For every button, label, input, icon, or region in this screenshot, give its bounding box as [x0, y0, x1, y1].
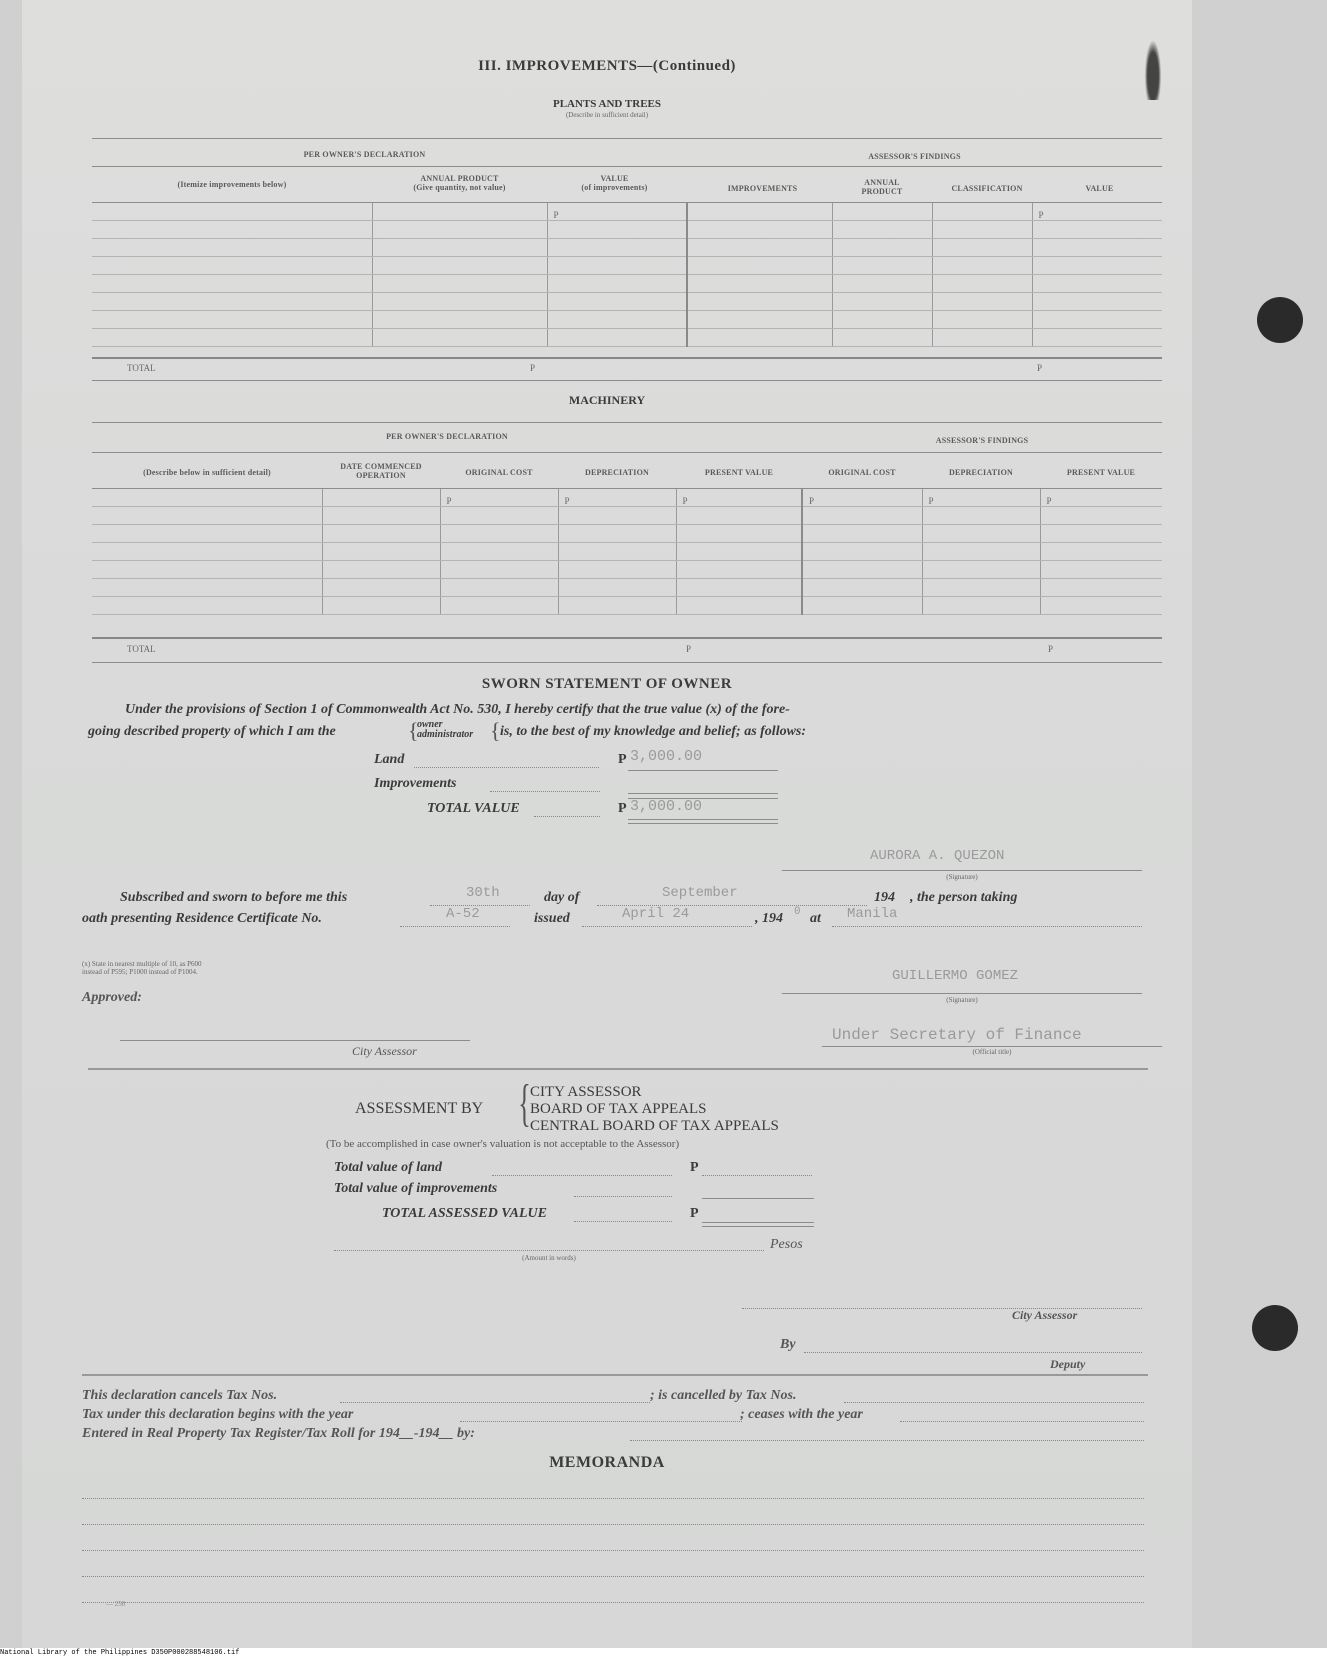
land-value-line — [628, 770, 778, 771]
plants-peso-1: P — [547, 203, 687, 221]
brace-open: { — [408, 718, 419, 743]
owner-signature: AURORA A. QUEZON — [870, 848, 1005, 864]
oath-place: Manila — [847, 906, 898, 922]
machinery-col-present-value: PRESENT VALUE — [704, 468, 774, 477]
machinery-assessor-findings: ASSESSOR'S FINDINGS — [935, 436, 1029, 445]
machinery-col-present-value-assessor: PRESENT VALUE — [1066, 468, 1136, 477]
pesos-label: Pesos — [770, 1237, 803, 1252]
document-page — [22, 0, 1192, 1648]
assessment-divider — [88, 1068, 1148, 1070]
issued-year: , 194 — [755, 911, 783, 926]
bottom-divider — [82, 1374, 1148, 1376]
machinery-col-depreciation-assessor: DEPRECIATION — [948, 468, 1014, 477]
total-value-line — [628, 819, 778, 820]
tax-ceases-label: ; ceases with the year — [740, 1407, 863, 1422]
administrator-option: administrator — [417, 729, 474, 740]
total-value: 3,000.00 — [630, 798, 703, 815]
machinery-peso-orig: P — [440, 489, 558, 507]
machinery-bottom-rule — [92, 662, 1162, 663]
plants-assessor-findings: ASSESSOR'S FINDINGS — [868, 152, 961, 161]
memo-line-5 — [82, 1602, 1144, 1603]
improvements-leader — [490, 791, 600, 792]
machinery-total-rule — [92, 637, 1162, 639]
owner-option: owner — [417, 719, 443, 730]
machinery-col-original-cost: ORIGINAL COST — [465, 468, 533, 477]
memoranda-title: MEMORANDA — [549, 1454, 665, 1471]
total-peso: P — [618, 801, 627, 816]
plants-owner-declaration: PER OWNER'S DECLARATION — [303, 150, 426, 159]
city-assessor-line — [120, 1040, 470, 1041]
plants-total-peso: P — [530, 363, 536, 373]
plants-header-rule — [92, 166, 1162, 167]
machinery-col-date: DATE COMMENCED OPERATION — [340, 462, 422, 480]
plants-top-rule — [92, 138, 1162, 139]
land-label: Land — [374, 752, 405, 767]
option-city-assessor: CITY ASSESSOR — [530, 1084, 642, 1100]
section-title: III. IMPROVEMENTS—(Continued) — [478, 58, 736, 74]
machinery-total-peso: P — [686, 644, 692, 654]
plants-total-label: TOTAL — [127, 363, 156, 373]
day-value: 30th — [466, 885, 500, 901]
plants-table — [92, 203, 1162, 347]
machinery-col-original-cost-assessor: ORIGINAL COST — [828, 468, 896, 477]
issued-label: issued — [534, 911, 570, 926]
assessment-by-label: ASSESSMENT BY — [355, 1100, 484, 1117]
tax-register-label: Entered in Real Property Tax Register/Tax Roll for 194__-194__ by: — [82, 1426, 475, 1441]
archive-footer: National Library of the Philippines D350P000288548106.tif — [0, 1648, 1327, 1658]
machinery-peso-orig2: P — [802, 489, 922, 507]
cancelled-by-label: ; is cancelled by Tax Nos. — [650, 1388, 797, 1403]
machinery-total-peso-assessor: P — [1048, 644, 1054, 654]
plants-title: PLANTS AND TREES — [553, 98, 661, 110]
assessed-improvements-label: Total value of improvements — [334, 1181, 498, 1196]
plants-total-peso-assessor: P — [1037, 363, 1043, 373]
plants-col-annual-product: ANNUAL PRODUCT — [861, 178, 903, 196]
plants-col-describe: (Itemize improvements below) — [177, 180, 287, 189]
improvements-line — [628, 793, 778, 794]
machinery-table — [92, 489, 1162, 615]
valuation-note: (x) State in nearest multiple of 10, as P600 instead of P595; P1000 instead of P1004. — [82, 960, 202, 976]
oath-residence-text: oath presenting Residence Certificate No. — [82, 911, 322, 926]
officer-signature-line — [782, 993, 1142, 994]
machinery-peso-dep: P — [558, 489, 676, 507]
total-value-label: TOTAL VALUE — [427, 801, 520, 816]
plants-total-rule — [92, 357, 1162, 359]
total-leader — [534, 816, 600, 817]
plants-bottom-rule — [92, 380, 1162, 381]
plants-col-annual: ANNUAL PRODUCT (Give quantity, not value) — [413, 174, 506, 192]
subscribed-text: Subscribed and sworn to before me this — [120, 890, 348, 905]
form-number: — 250 — [106, 1600, 126, 1608]
machinery-col-depreciation: DEPRECIATION — [584, 468, 650, 477]
by-label: By — [780, 1337, 796, 1352]
assessment-brace: { — [518, 1075, 531, 1132]
ink-blot — [1140, 20, 1166, 100]
assessed-land-label: Total value of land — [334, 1160, 442, 1175]
residence-cert-no: A-52 — [446, 906, 480, 922]
amount-in-words-caption: (Amount in words) — [522, 1254, 576, 1262]
year-suffix: , the person taking — [910, 890, 1018, 905]
machinery-title: MACHINERY — [568, 393, 646, 407]
machinery-peso-present: P — [676, 489, 802, 507]
memo-line-2 — [82, 1524, 1144, 1525]
option-central-board: CENTRAL BOARD OF TAX APPEALS — [530, 1118, 779, 1134]
sworn-title: SWORN STATEMENT OF OWNER — [481, 676, 733, 692]
land-value: 3,000.00 — [630, 748, 703, 765]
machinery-total-label: TOTAL — [127, 644, 156, 654]
improvements-label: Improvements — [374, 776, 457, 791]
at-label: at — [810, 911, 821, 926]
memo-line-4 — [82, 1576, 1144, 1577]
day-of-label: day of — [544, 890, 580, 905]
officer-signature: GUILLERMO GOMEZ — [892, 968, 1019, 984]
assessment-note: (To be accomplished in case owner's valuation is not acceptable to the Assessor) — [326, 1138, 680, 1150]
machinery-peso-dep2: P — [922, 489, 1040, 507]
city-assessor-caption: City Assessor — [352, 1044, 417, 1058]
memo-line-3 — [82, 1550, 1144, 1551]
machinery-top-rule — [92, 422, 1162, 423]
assessment-city-assessor: City Assessor — [1012, 1308, 1078, 1322]
owner-signature-caption: (Signature) — [946, 873, 978, 881]
option-board-of-tax-appeals: BOARD OF TAX APPEALS — [530, 1101, 707, 1117]
land-leader — [414, 767, 599, 768]
machinery-peso-present2: P — [1040, 489, 1162, 507]
brace-close: { — [490, 718, 501, 743]
sworn-paragraph-1: Under the provisions of Section 1 of Commonwealth Act No. 530, I hereby certify that the true value (x) of the fore- — [125, 702, 790, 717]
plants-col-value-assessor: VALUE — [1085, 184, 1114, 193]
approved-label: Approved: — [82, 990, 142, 1005]
owner-signature-line — [782, 870, 1142, 871]
cancels-tax-label: This declaration cancels Tax Nos. — [82, 1388, 278, 1403]
officer-title: Under Secretary of Finance — [832, 1026, 1082, 1044]
plants-subtitle: (Describe in sufficient detail) — [565, 111, 649, 119]
officer-signature-caption: (Signature) — [946, 996, 978, 1004]
sworn-paragraph-2b: is, to the best of my knowledge and belief; as follows: — [500, 724, 807, 739]
plants-col-improvements: IMPROVEMENTS — [727, 184, 798, 193]
issued-year-digit: 0 — [794, 906, 801, 918]
assessed-total-peso: P — [690, 1206, 699, 1221]
officer-title-line — [822, 1046, 1162, 1047]
plants-peso-2: P — [1032, 203, 1162, 221]
year-prefix: 194 — [874, 890, 895, 905]
plants-col-value: VALUE (of improvements) — [581, 174, 648, 192]
machinery-owner-declaration: PER OWNER'S DECLARATION — [386, 432, 508, 441]
machinery-col-describe: (Describe below in sufficient detail) — [143, 468, 271, 477]
sworn-paragraph-2a: going described property of which I am the — [88, 724, 336, 739]
tax-begins-label: Tax under this declaration begins with the year — [82, 1407, 354, 1422]
deputy-caption: Deputy — [1050, 1357, 1086, 1371]
total-value-double-line — [628, 823, 778, 824]
month-value: September — [662, 885, 738, 901]
memo-line-1 — [82, 1498, 1144, 1499]
land-peso: P — [618, 752, 627, 767]
assessed-total-label: TOTAL ASSESSED VALUE — [382, 1206, 547, 1221]
binder-hole-top — [1257, 297, 1303, 343]
plants-col-classification: CLASSIFICATION — [951, 184, 1023, 193]
officer-title-caption: (Official title) — [972, 1048, 1012, 1056]
binder-hole-bottom — [1252, 1305, 1298, 1351]
issued-date: April 24 — [622, 906, 690, 922]
assessed-land-peso: P — [690, 1160, 699, 1175]
machinery-header-rule — [92, 452, 1162, 453]
